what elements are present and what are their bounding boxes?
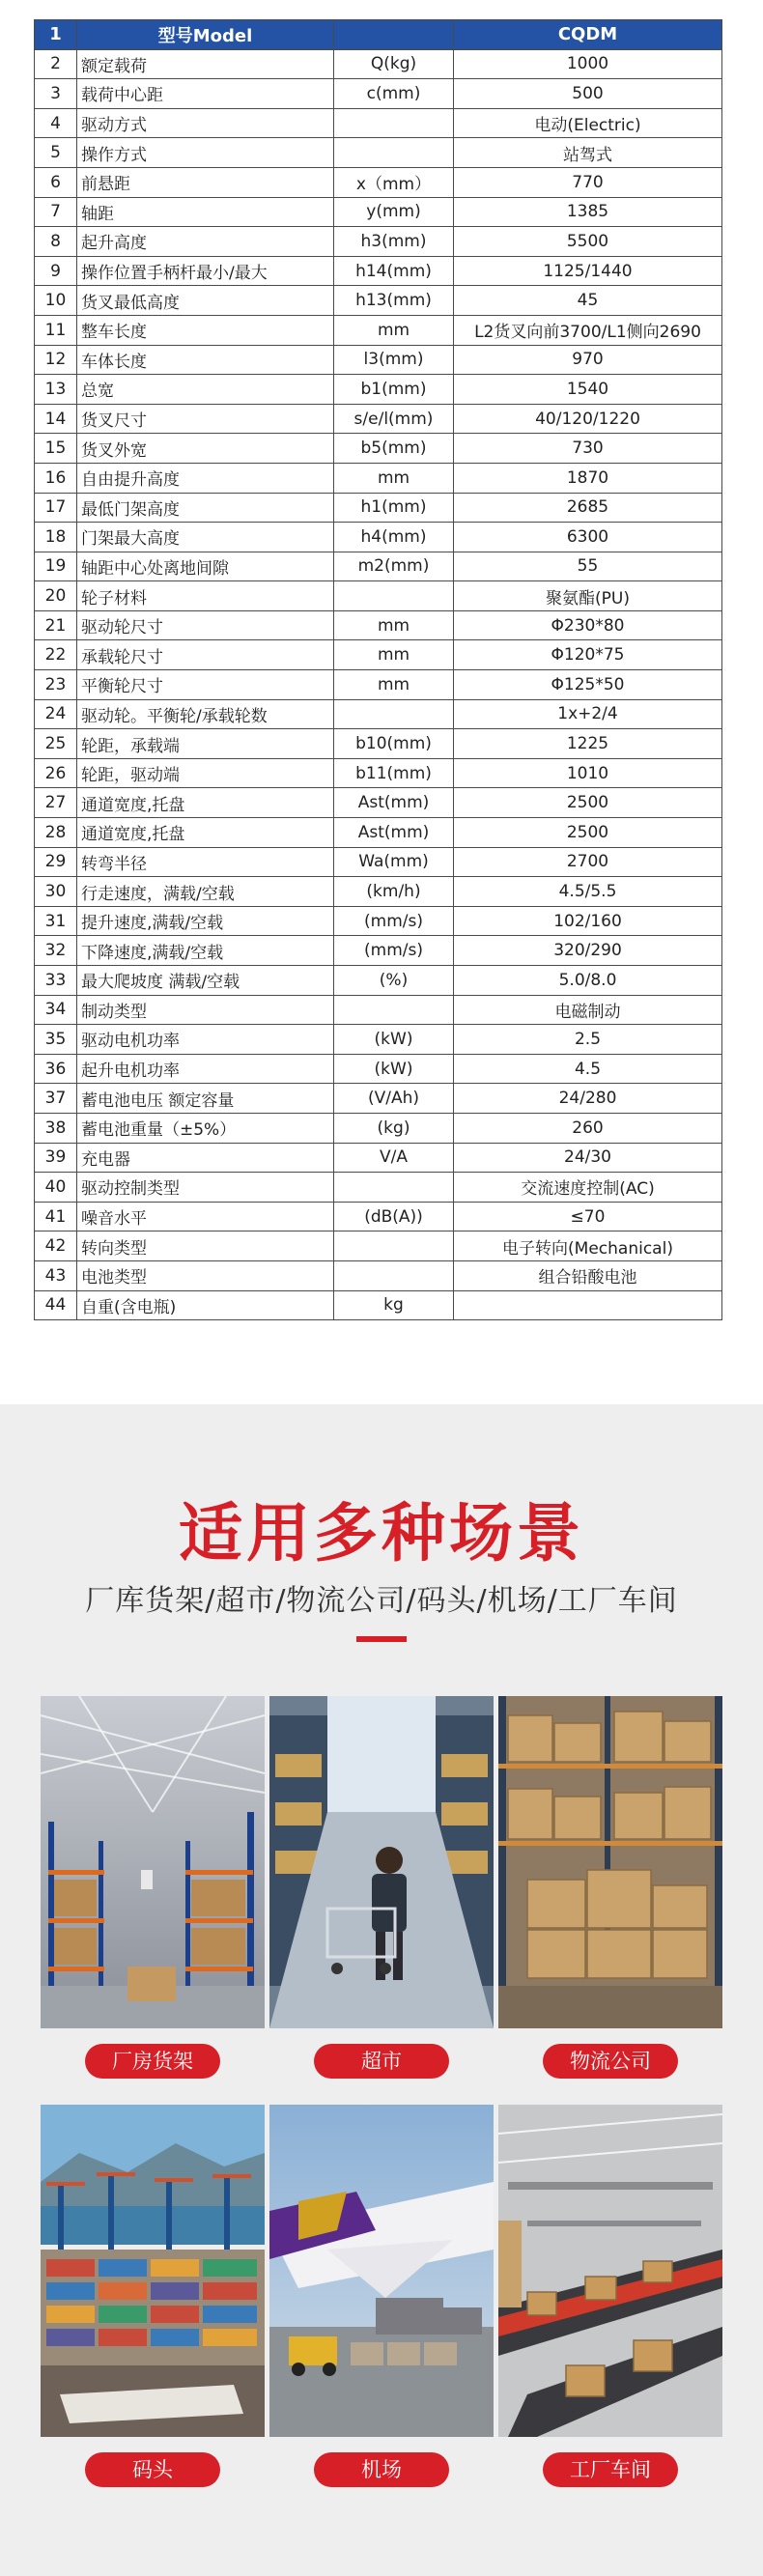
scene-label: 工厂车间 [570,2458,651,2481]
spec-row [35,463,722,493]
spec-row [35,1173,722,1203]
spec-row-unit [334,1173,454,1203]
spec-row [35,79,722,109]
spec-row-no: 13 [35,375,77,405]
spec-row-param: 货叉最低高度 [77,286,334,316]
spec-row-value: 970 [454,345,722,375]
spec-table-section [34,19,721,1320]
spec-row [35,995,722,1025]
spec-row-no: 40 [35,1173,77,1203]
spec-row-param: 电池类型 [77,1260,334,1290]
spec-row-param: 驱动控制类型 [77,1173,334,1203]
spec-row-unit: h4(mm) [334,523,454,552]
spec-row-no: 43 [35,1260,77,1290]
spec-row-value: 电磁制动 [454,995,722,1025]
spec-row [35,1202,722,1231]
spec-row [35,1260,722,1290]
spec-row [35,138,722,168]
spec-row-param: 操作位置手柄杆最小/最大 [77,256,334,286]
spec-row-no: 35 [35,1025,77,1055]
spec-row-value: 1000 [454,49,722,79]
spec-row-no: 28 [35,818,77,848]
spec-row-param: 蓄电池重量（±5%） [77,1113,334,1143]
spec-row [35,286,722,316]
spec-row-param: 轴距 [77,197,334,227]
spec-row-unit: mm [334,670,454,700]
spec-row-value: 1870 [454,463,722,493]
spec-row-value: 45 [454,286,722,316]
spec-row-value: 260 [454,1113,722,1143]
spec-row-no: 39 [35,1143,77,1173]
spec-row-unit [334,995,454,1025]
spec-row-unit: (kW) [334,1025,454,1055]
spec-row-param: 整车长度 [77,315,334,345]
spec-row-param: 转向类型 [77,1231,334,1261]
scene-label-pill [314,2044,449,2079]
spec-row-unit [334,138,454,168]
spec-row-unit: h13(mm) [334,286,454,316]
spec-row-unit: m2(mm) [334,552,454,581]
spec-row-param: 货叉尺寸 [77,404,334,434]
spec-row-unit: mm [334,640,454,670]
spec-row-param: 自由提升高度 [77,463,334,493]
spec-row-value: 24/280 [454,1084,722,1114]
spec-row-param: 通道宽度,托盘 [77,788,334,818]
spec-row-param: 驱动电机功率 [77,1025,334,1055]
spec-row-param: 下降速度,满载/空载 [77,936,334,966]
spec-row-unit: h3(mm) [334,227,454,257]
spec-row-unit: (V/Ah) [334,1084,454,1114]
spec-row-value: 1385 [454,197,722,227]
spec-row-param: 承载轮尺寸 [77,640,334,670]
scene-label-pill [314,2452,449,2487]
spec-row-unit: (%) [334,966,454,996]
spec-table-body [35,49,722,1320]
spec-row-unit: Ast(mm) [334,788,454,818]
spec-row [35,493,722,523]
spec-row-no: 9 [35,256,77,286]
scene-label: 物流公司 [570,2050,651,2073]
spec-row-param: 制动类型 [77,995,334,1025]
spec-row-value: 55 [454,552,722,581]
spec-row-unit: b1(mm) [334,375,454,405]
spec-row-param: 货叉外宽 [77,434,334,464]
scene-label: 超市 [361,2050,402,2073]
spec-row-no: 3 [35,79,77,109]
spec-row-no: 37 [35,1084,77,1114]
spec-row [35,434,722,464]
spec-row-no: 24 [35,699,77,729]
spec-row-value: Φ120*75 [454,640,722,670]
spec-row [35,227,722,257]
scenes-subtitle: 厂库货架/超市/物流公司/码头/机场/工厂车间 [85,1584,678,1618]
spec-row-value: 40/120/1220 [454,404,722,434]
spec-row-no: 22 [35,640,77,670]
spec-row-no: 20 [35,581,77,611]
spec-row [35,729,722,759]
scene-tile-supermarket [269,1696,494,2073]
spec-row-param: 自重(含电瓶) [77,1290,334,1320]
spec-row-value: 1125/1440 [454,256,722,286]
spec-row-no: 19 [35,552,77,581]
spec-row [35,167,722,197]
spec-row-value: 102/160 [454,906,722,936]
spec-row-param: 车体长度 [77,345,334,375]
spec-row-no: 30 [35,877,77,907]
spec-row-no: 21 [35,610,77,640]
spec-row-no: 29 [35,847,77,877]
spec-row-unit [334,1260,454,1290]
spec-row-unit [334,1231,454,1261]
spec-row-param: 总宽 [77,375,334,405]
spec-row-value: 730 [454,434,722,464]
spec-row-value: 4.5 [454,1054,722,1084]
spec-row-unit: kg [334,1290,454,1320]
spec-row [35,1290,722,1320]
spec-row-value: 电子转向(Mechanical) [454,1231,722,1261]
spec-row-param: 轴距中心处离地间隙 [77,552,334,581]
scene-tile-airport [269,2105,494,2481]
spec-row-unit: mm [334,315,454,345]
spec-row-no: 34 [35,995,77,1025]
spec-row [35,877,722,907]
spec-row-param: 操作方式 [77,138,334,168]
spec-row-no: 14 [35,404,77,434]
spec-row-no: 33 [35,966,77,996]
spec-row-value: 2500 [454,788,722,818]
spec-row-no: 26 [35,758,77,788]
spec-row-param: 行走速度，满载/空载 [77,877,334,907]
spec-row-no: 6 [35,167,77,197]
spec-row-param: 驱动方式 [77,108,334,138]
spec-row [35,49,722,79]
spec-row-value: L2货叉向前3700/L1侧向2690 [454,315,722,345]
spec-row [35,523,722,552]
spec-row-no: 16 [35,463,77,493]
spec-row-value: 24/30 [454,1143,722,1173]
spec-row-unit: l3(mm) [334,345,454,375]
scene-label: 厂房货架 [112,2050,193,2073]
spec-row-param: 驱动轮。平衡轮/承载轮数 [77,699,334,729]
spec-row-unit: (mm/s) [334,906,454,936]
scene-tile-warehouse [41,1696,265,2073]
scene-tile-factory [498,2105,722,2481]
spec-row [35,699,722,729]
spec-row-param: 起升高度 [77,227,334,257]
spec-row-value: 4.5/5.5 [454,877,722,907]
spec-row-value [454,1290,722,1320]
spec-row-unit: (kW) [334,1054,454,1084]
spec-row-value: 6300 [454,523,722,552]
spec-row [35,108,722,138]
spec-row-no: 4 [35,108,77,138]
spec-row-unit: Q(kg) [334,49,454,79]
spec-row [35,966,722,996]
spec-row-value: 交流速度控制(AC) [454,1173,722,1203]
spec-row-param: 通道宽度,托盘 [77,818,334,848]
scene-tile-logistics [498,1696,722,2073]
spec-row-unit: s/e/l(mm) [334,404,454,434]
spec-row-no: 11 [35,315,77,345]
spec-row-unit: x（mm） [334,167,454,197]
spec-row-value: 1225 [454,729,722,759]
spec-row-unit: h14(mm) [334,256,454,286]
spec-row-param: 平衡轮尺寸 [77,670,334,700]
spec-row-value: Φ230*80 [454,610,722,640]
spec-row [35,1025,722,1055]
spec-row-value: 5500 [454,227,722,257]
scene-label-pill [85,2452,220,2487]
spec-row [35,640,722,670]
header-param: 型号Model [77,20,334,50]
header-unit [334,20,454,50]
spec-header-row [35,20,722,50]
spec-row-value: 1540 [454,375,722,405]
scene-label: 机场 [361,2458,402,2481]
spec-row [35,197,722,227]
factory-conveyor-photo [498,2105,722,2437]
spec-row [35,256,722,286]
spec-row [35,610,722,640]
spec-row-unit: h1(mm) [334,493,454,523]
spec-row [35,758,722,788]
spec-row-no: 8 [35,227,77,257]
spec-row-no: 36 [35,1054,77,1084]
spec-row-unit: (dB(A)) [334,1202,454,1231]
spec-row-param: 提升速度,满载/空载 [77,906,334,936]
spec-row-param: 前悬距 [77,167,334,197]
spec-row-no: 41 [35,1202,77,1231]
spec-row-unit: c(mm) [334,79,454,109]
spec-row [35,818,722,848]
spec-row-no: 5 [35,138,77,168]
spec-row-no: 38 [35,1113,77,1143]
spec-row-no: 27 [35,788,77,818]
spec-row-value: 1010 [454,758,722,788]
scene-label-pill [85,2044,220,2079]
spec-row-value: 320/290 [454,936,722,966]
spec-row [35,906,722,936]
scene-label-pill [543,2044,678,2079]
spec-row [35,847,722,877]
spec-row-no: 10 [35,286,77,316]
spec-row-param: 最低门架高度 [77,493,334,523]
spec-row-no: 32 [35,936,77,966]
scene-label: 码头 [132,2458,173,2481]
spec-row-value: 2700 [454,847,722,877]
spec-row-unit: b10(mm) [334,729,454,759]
spec-row [35,1143,722,1173]
spec-row-unit: V/A [334,1143,454,1173]
spec-row-param: 噪音水平 [77,1202,334,1231]
spec-row-no: 15 [35,434,77,464]
spec-row-value: 2500 [454,818,722,848]
spec-row-no: 12 [35,345,77,375]
airport-cargo-photo [269,2105,494,2437]
scene-label-pill [543,2452,678,2487]
spec-row-no: 23 [35,670,77,700]
spec-row-no: 44 [35,1290,77,1320]
spec-row-param: 蓄电池电压 额定容量 [77,1084,334,1114]
spec-row-no: 25 [35,729,77,759]
spec-row-unit: b11(mm) [334,758,454,788]
spec-row [35,404,722,434]
spec-row-unit: mm [334,610,454,640]
spec-row-param: 驱动轮尺寸 [77,610,334,640]
spec-row [35,936,722,966]
spec-row-value: Φ125*50 [454,670,722,700]
container-port-photo [41,2105,265,2437]
logistics-boxes-photo [498,1696,722,2028]
spec-row-no: 42 [35,1231,77,1261]
header-no: 1 [35,20,77,50]
spec-row-value: ≤70 [454,1202,722,1231]
spec-row-unit: Wa(mm) [334,847,454,877]
spec-row-param: 轮子材料 [77,581,334,611]
spec-row-unit: (mm/s) [334,936,454,966]
scene-tile-port [41,2105,265,2481]
spec-row-value: 770 [454,167,722,197]
spec-row [35,375,722,405]
spec-row [35,788,722,818]
spec-row [35,315,722,345]
spec-row-value: 500 [454,79,722,109]
spec-row-value: 2685 [454,493,722,523]
spec-row-no: 18 [35,523,77,552]
spec-row-value: 5.0/8.0 [454,966,722,996]
spec-row-param: 最大爬坡度 满载/空载 [77,966,334,996]
spec-row-unit: Ast(mm) [334,818,454,848]
spec-row-unit: (kg) [334,1113,454,1143]
spec-row-param: 门架最大高度 [77,523,334,552]
spec-row [35,1084,722,1114]
spec-row-param: 轮距，承载端 [77,729,334,759]
spec-row [35,1054,722,1084]
spec-row-no: 7 [35,197,77,227]
spec-row-value: 2.5 [454,1025,722,1055]
spec-row-unit [334,581,454,611]
spec-row [35,552,722,581]
spec-row [35,581,722,611]
spec-row-param: 充电器 [77,1143,334,1173]
header-model-value: CQDM [454,20,722,50]
spec-row-param: 载荷中心距 [77,79,334,109]
spec-row-value: 组合铅酸电池 [454,1260,722,1290]
title-divider [356,1636,407,1642]
spec-row-param: 额定载荷 [77,49,334,79]
spec-row-value: 电动(Electric) [454,108,722,138]
spec-row-unit: mm [334,463,454,493]
spec-row-unit: (km/h) [334,877,454,907]
scenes-section [0,1404,763,2576]
warehouse-racks-photo [41,1696,265,2028]
spec-row-value: 聚氨酯(PU) [454,581,722,611]
spec-row-unit: b5(mm) [334,434,454,464]
spec-row-no: 31 [35,906,77,936]
spec-table [34,19,722,1320]
spec-row-param: 转弯半径 [77,847,334,877]
supermarket-photo [269,1696,494,2028]
spec-row-no: 2 [35,49,77,79]
spec-row-value: 1x+2/4 [454,699,722,729]
spec-row-no: 17 [35,493,77,523]
spec-row-unit [334,699,454,729]
spec-row-param: 轮距，驱动端 [77,758,334,788]
spec-row [35,345,722,375]
spec-row [35,1113,722,1143]
spec-row-unit: y(mm) [334,197,454,227]
spec-row-param: 起升电机功率 [77,1054,334,1084]
spec-row [35,670,722,700]
spec-row-unit [334,108,454,138]
spec-row [35,1231,722,1261]
scenes-title: 适用多种场景 [179,1496,584,1571]
spec-row-value: 站驾式 [454,138,722,168]
